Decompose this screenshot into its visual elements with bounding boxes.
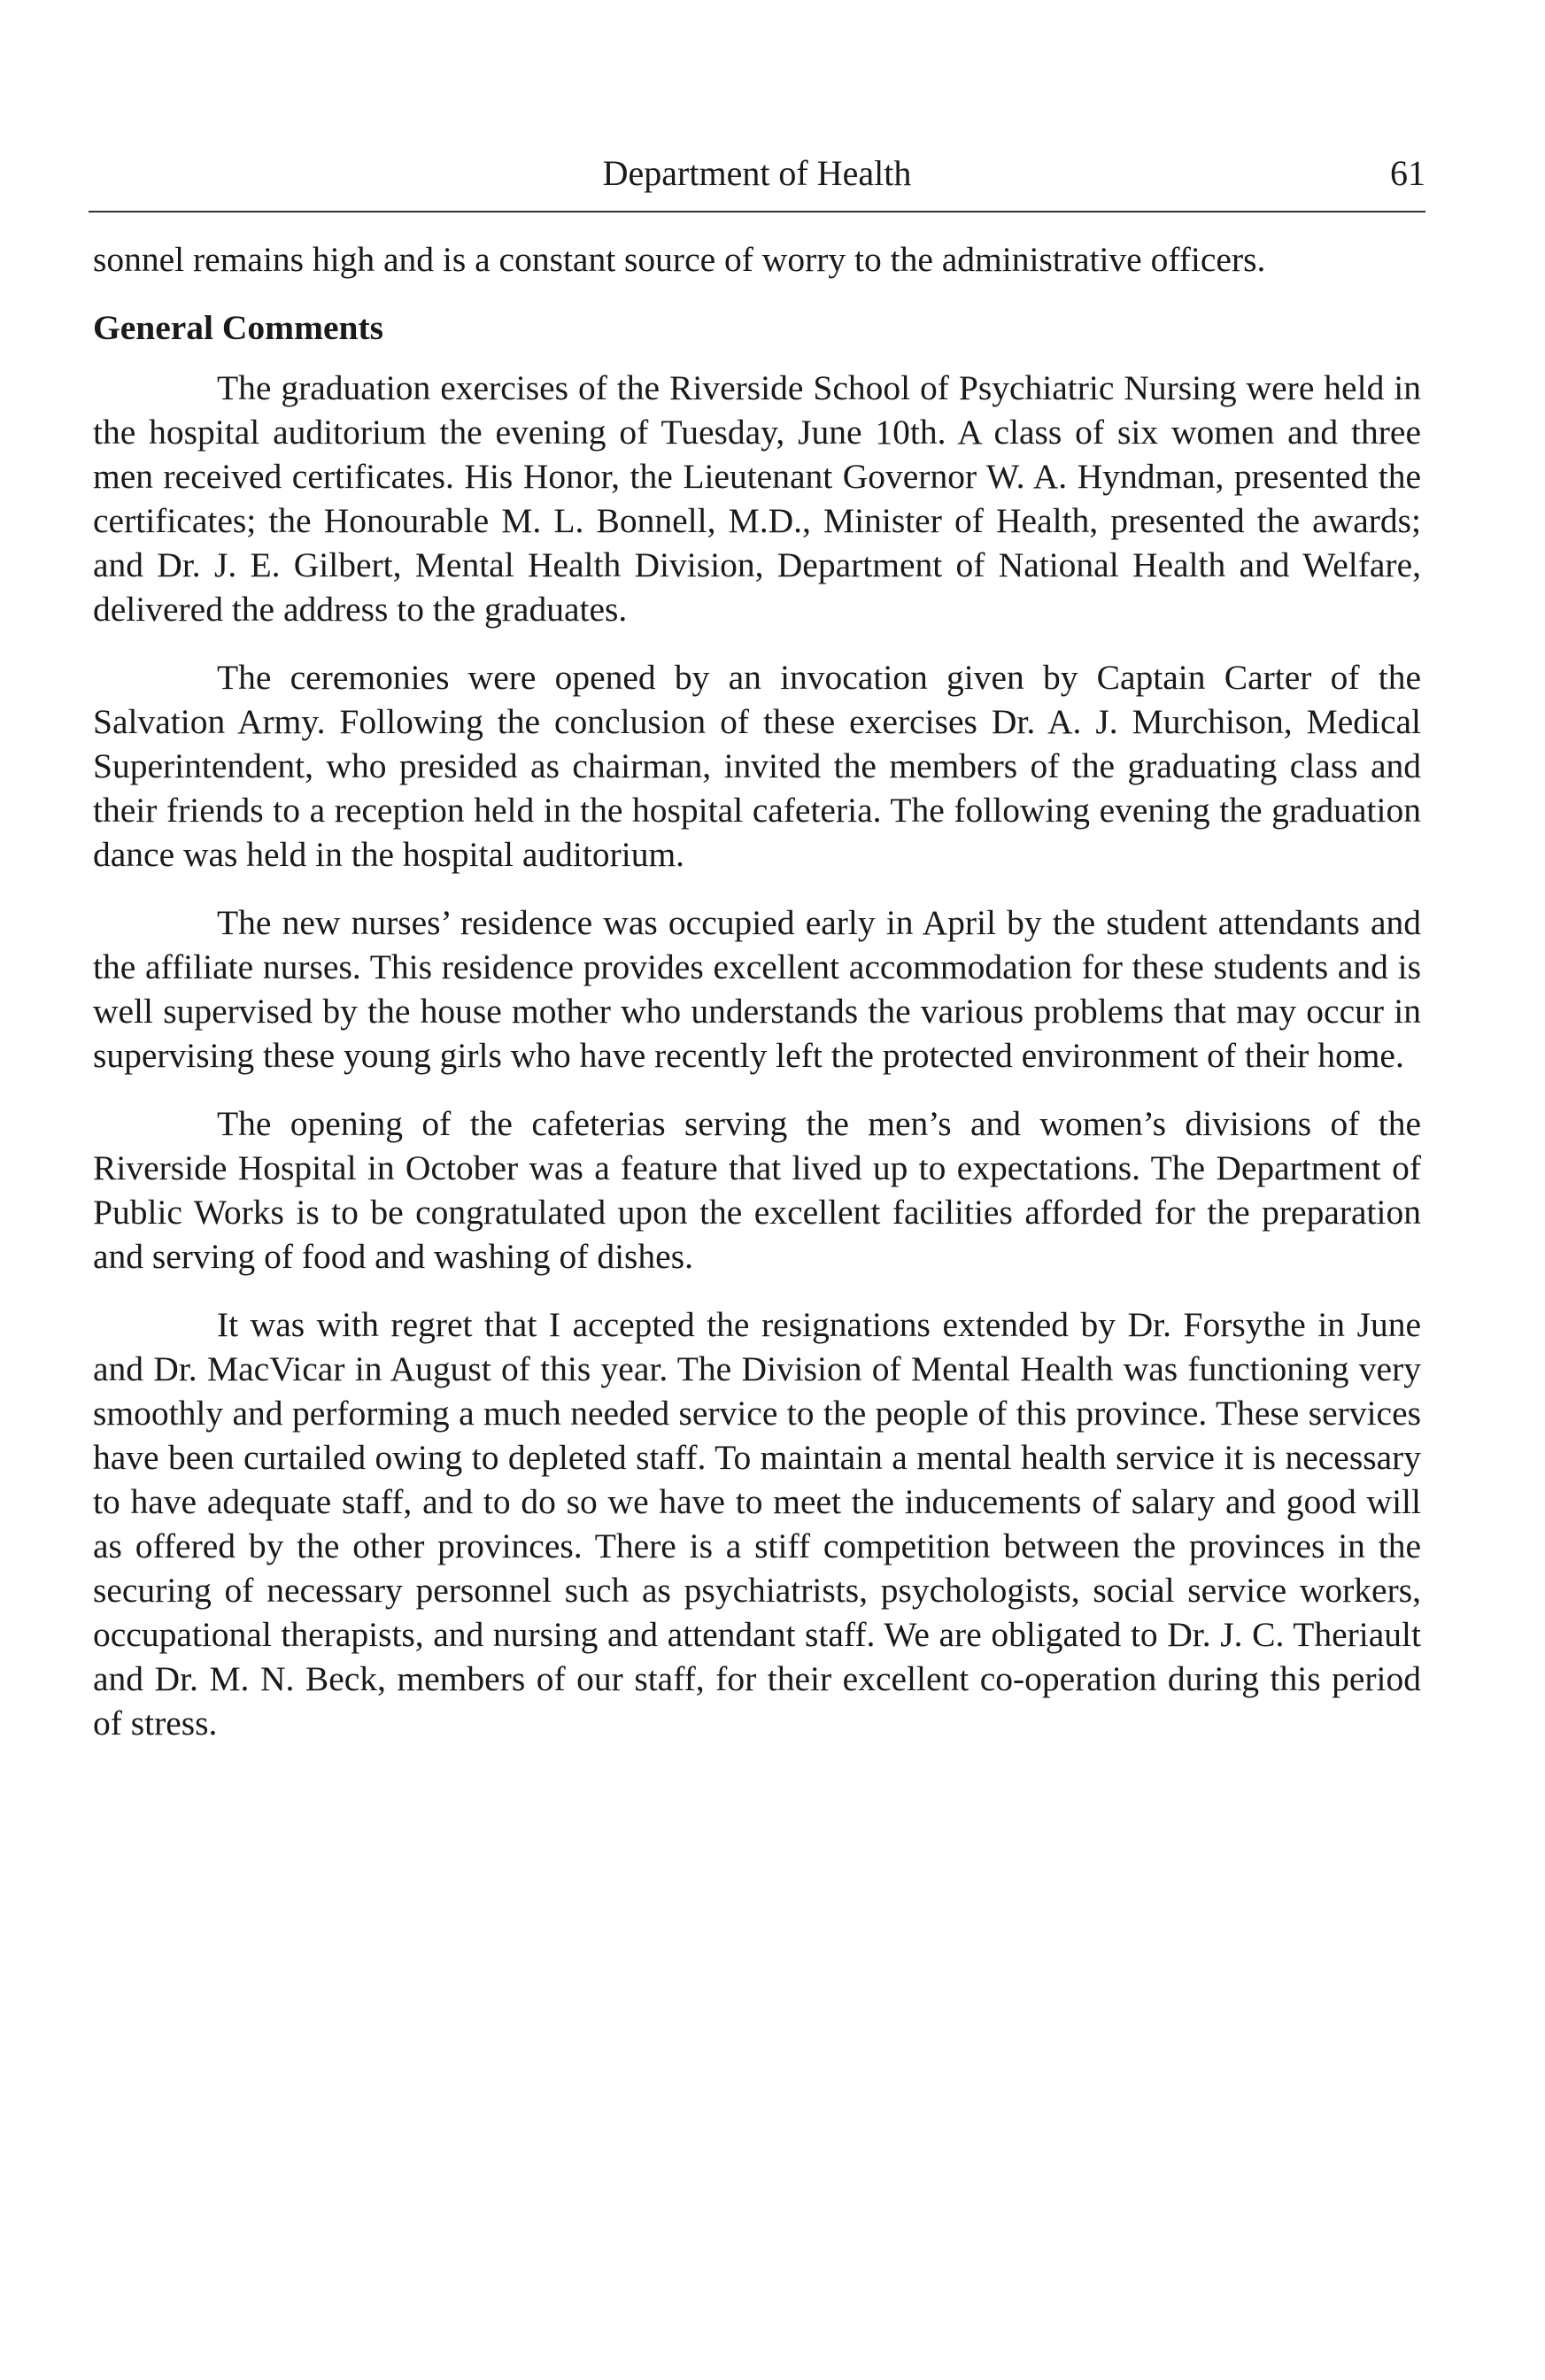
paragraph-resignations: It was with regret that I accepted the resignations extended by Dr. Forsythe in June and Dr. MacVicar in August of this year. The Division of Mental Health was functioning very smoothly and performing a much needed service to the people of this province. These services have been curtailed owing to depleted staff. To maintain a mental health service it is necessary to have adequate staff, and to do so we have to meet the inducements of salary and good will as offered by the other provinces. There is a stiff competition between the provinces in the securing of necessary personnel such as psychiatrists, psychologists, social service workers, occupational therapists, and nursing and attendant staff. We are obligated to Dr. J. C. Theriault and Dr. M. N. Beck, members of our staff, for their excellent co-operation during this period of stress. <box>93 1305 1421 1742</box>
continuation-paragraph: sonnel remains high and is a constant source of worry to the administrative officers. <box>93 240 1266 279</box>
paragraph-residence: The new nurses’ residence was occupied early in April by the student attendants and the affiliate nurses. This residence provides excellent accommodation for these students and is well supervised by the house mother who understands the various problems that may occur in supervising these young girls who have recently left the protected environment of their home. <box>93 903 1421 1075</box>
header-rule <box>89 211 1425 212</box>
paragraph-cafeterias: The opening of the cafeterias serving the men’s and women’s divisions of the Riverside Hospital in October was a feature that lived up to expectations. The Department of Public Works is to be congratulated upon the excellent facilities afforded for the preparation and serving of food and washing of dishes. <box>93 1104 1421 1276</box>
section-heading: General Comments <box>93 308 383 347</box>
running-head <box>89 152 1425 205</box>
page-number: 61 <box>1390 153 1425 193</box>
paragraph-graduation: The graduation exercises of the Riverside School of Psychiatric Nursing were held in the hospital auditorium the evening of Tuesday, June 10th. A class of six women and three men received certificates. His Honor, the Lieutenant Governor W. A. Hyndman, presented the certificates; the Honourable M. L. Bonnell, M.D., Minister of Health, presented the awards; and Dr. J. E. Gilbert, Mental Health Division, Department of National Health and Welfare, delivered the address to the graduates. <box>93 368 1421 629</box>
running-head-title: Department of Health <box>602 153 912 193</box>
paragraph-ceremonies: The ceremonies were opened by an invocation given by Captain Carter of the Salvation Army. Following the conclusion of these exercises Dr. A. J. Murchison, Medical Superintendent, who presided as chairman, invited the members of the graduating class and their friends to a reception held in the hospital cafeteria. The following evening the graduation dance was held in the hospital auditorium. <box>93 658 1421 874</box>
body-text <box>93 237 1421 1769</box>
